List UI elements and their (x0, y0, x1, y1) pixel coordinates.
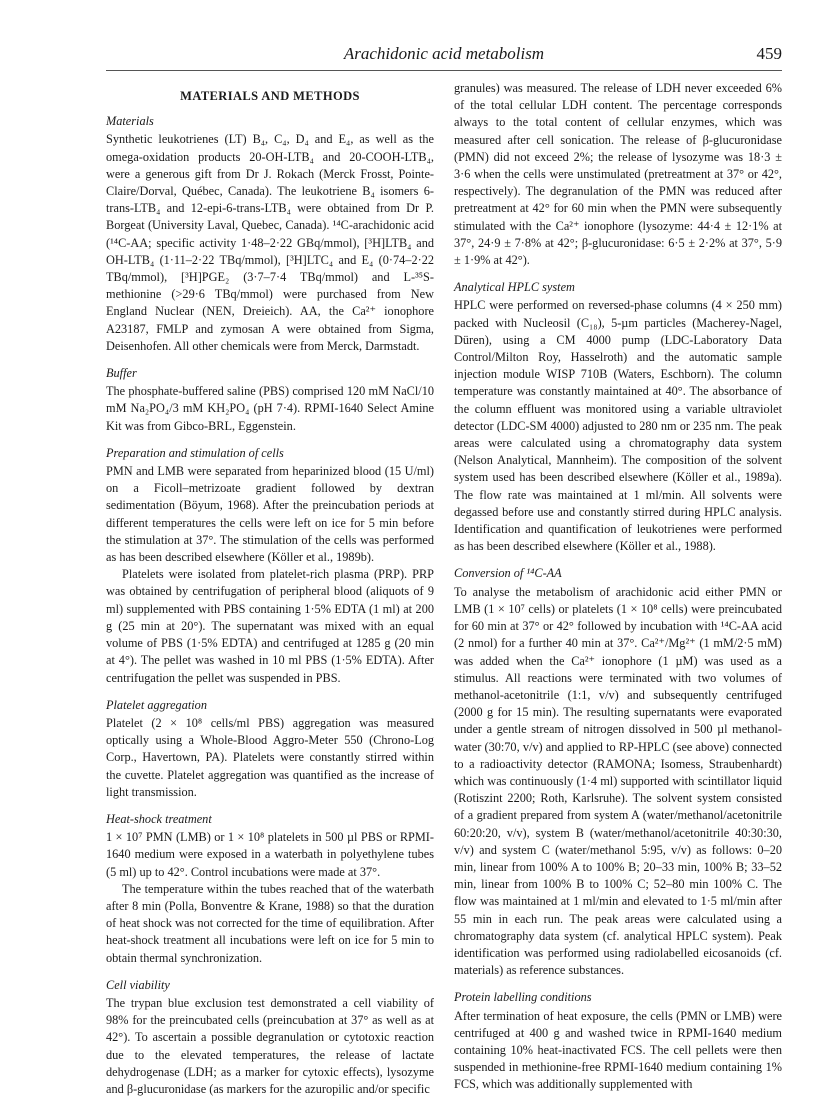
viability-paragraph-continued: granules) was measured. The release of LDH never exceeded 6% of the total cellular LDH content. The percentage corresponds always to the total content of cellular enzymes, which was measured after cell sonication. The release of β-glucuronidase (PMN) did not exceed 2%; the release of lysozyme was 18·3 ± 3·6 when the cells were unstimulated (pretreatment at 37° or 42°, respectively). The degranulation of the PMN was reduced after pretreatment at 42° for 60 min when the PMN were subsequently stimulated with the Ca²⁺ ionophore (lysozyme: 44·4 ± 12·1% at 37°, 24·9 ± 7·8% at 42°; β-glucuronidase: 6·5 ± 2·2% at 37°, 5·9 ± 1·9% at 42°). (454, 81, 782, 268)
conversion-heading: Conversion of ¹⁴C-AA (454, 566, 562, 581)
heatshock-paragraph-2: The temperature within the tubes reached that of the waterbath after 8 min (Polla, Bonventre & Krane, 1988) so that the duration of heat shock was not corrected for the time of equilibration. After heat-shock treatment all incubations were left on ice for 5 min to obtain thermal synchronization. (106, 881, 434, 965)
preparation-paragraph-2: Platelets were isolated from platelet-rich plasma (PRP). PRP was obtained by centrifugation of peripheral blood (aliquots of 9 ml) supplemented with PBS containing 1·5% EDTA (1 ml) at 200 g (25 min at 20°). The supernatant was mixed with an equal volume of PBS (1·5% EDTA) and centrifuged at 1285 g (20 min at 4°). The pellet was washed in 10 ml PBS (1·5% EDTA). After centrifugation the pellet was suspended in PBS. (106, 567, 434, 685)
preparation-paragraph-1: PMN and LMB were separated from heparinized blood (15 U/ml) on a Ficoll–metrizoate gradient followed by dextran sedimentation (Böyum, 1968). After the preincubation periods at different temperatures the cells were left on ice for 5 min before the stimulation at 37°. The stimulation of the cells was performed as has been described elsewhere (Köller et al., 1989b). (106, 464, 434, 565)
page-number: 459 (756, 44, 782, 63)
page-header (106, 44, 782, 71)
left-column (106, 80, 434, 1098)
materials-paragraph: Synthetic leukotrienes (LT) B₄, C₄, D₄ and E₄, as well as the omega-oxidation products 20-OH-LTB₄ and 20-COOH-LTB₄, were a generous gift from Dr J. Rokach (Merck Frosst, Pointe-Claire/Dorval, Québec, Canada). The leukotriene B₄ isomers 6-trans-LTB₄ and 12-epi-6-trans-LTB₄ were obtained from Dr P. Borgeat (University Laval, Quebec, Canada). ¹⁴C-arachidonic acid (¹⁴C-AA; specific activity 1·48–2·22 GBq/mmol), [³H]LTB₄ and OH-LTB₄ (1·11–2·22 TBq/mmol), [³H]LTC₄ and E₄ (0·74–2·22 TBq/mmol), [³H]PGE₂ (3·7–7·4 TBq/mmol) and L-³⁵S-methionine (>29·6 TBq/mmol) were purchased from New England Nuclear (NEN, Dreieich). AA, the Ca²⁺ ionophore A23187, FMLP and zymosan A were obtained from Sigma, Deisenhofen. All other chemicals were from Merck, Darmstadt. (106, 132, 434, 353)
hplc-paragraph: HPLC were performed on reversed-phase columns (4 × 250 mm) packed with Nucleosil (C₁₈), 5-µm particles (Macherey-Nagel, Düren), using a CM 4000 pump (LDC-Laboratory Data Control/Milton Roy, Hasselroth) and the automatic sample injection module WISP 710B (Waters, Eschborn). The column temperature was constantly maintained at 40°. The absorbance of the column effluent was monitored using a variable ultraviolet detector (LDC-SM 4000) adjusted to 280 nm or 235 nm. The peak areas were calculated using a chromatography data system (Nelson Analytical, Mannheim). The composition of the solvent system used has been described elsewhere (Köller et al., 1989a). The flow rate was maintained at 1 ml/min. All solvents were degassed before use and constantly stirred during HPLC analysis. Identification and quantification of leukotrienes were performed as has been described elsewhere (Köller et al., 1988). (454, 298, 782, 554)
heatshock-paragraph-1: 1 × 10⁷ PMN (LMB) or 1 × 10⁸ platelets in 500 µl PBS or RPMI-1640 medium were exposed in a waterbath in polyethylene tubes (5 ml) up to 42°. Control incubations were made at 37°. (106, 830, 434, 879)
preparation-heading: Preparation and stimulation of cells (106, 445, 284, 460)
viability-heading: Cell viability (106, 977, 170, 992)
conversion-paragraph: To analyse the metabolism of arachidonic acid either PMN or LMB (1 × 10⁷ cells) or platelets (1 × 10⁸ cells) were preincubated for 60 min at 37° or 42° followed by incubation with ¹⁴C-AA acid (2 nmol) for a further 40 min at 37°. Ca²⁺/Mg²⁺ (1 mM/2·5 mM) was added when the Ca²⁺ ionophore (1 µM) was used as a stimulus. All reactions were terminated with two volumes of methanol-acetonitrile (1:1, v/v) and subsequently centrifuged (2000 g for 15 min). The resulting supernatants were evaporated under a gentle stream of nitrogen dissolved in 500 µl methanol-water (30:70, v/v) and applied to RP-HPLC (see above) connected to a radioactivity detector (RAMONA; Isomess, Straubenhardt) which was continuously (1·4 ml) supported with scintillator liquid (Rotiszint 2200; Roth, Karlsruhe). The solvent system consisted of a gradient prepared from system A (water/methanol/acetonitrile 60:20:20, v/v), system B (water/methanol/acetonitrile 40:30:30, v/v) and system C (water/methanol 5:95, v/v) as follows: 0–20 min, linear from 100% A to 100% B; 20–33 min, 100% B; 33–52 min, linear from 100% B to 100% C; 52–80 min 100% C. The flow was maintained at 1 ml/min and elevated to 1·5 ml/min after 55 min in each run. The peak areas were calculated using a chromatography data system (cf. analytical HPLC system). Peak identification was performed using radiolabelled eicosanoids (cf. materials) as reference substances. (454, 584, 782, 978)
heatshock-heading: Heat-shock treatment (106, 811, 212, 826)
buffer-heading: Buffer (106, 366, 137, 381)
protein-heading: Protein labelling conditions (454, 990, 592, 1005)
right-column (454, 80, 782, 1094)
aggregation-paragraph: Platelet (2 × 10⁸ cells/ml PBS) aggregation was measured optically using a Whole-Blood Aggro-Meter 550 (Chrono-Log Corp., Havertown, PA). Platelets were constantly stirred within the cuvette. Platelet aggregation was quantified as the increase of light transmission. (106, 715, 434, 799)
viability-paragraph: The trypan blue exclusion test demonstrated a cell viability of 98% for the preincubated cells (preincubation at 37° as well as at 42°). To ascertain a possible degranulation or cytotoxic reaction due to the elevated temperatures, the release of lactate dehydrogenase (LDH; as a marker for cytoxic effects), lysozyme and β-glucuronidase (as markers for the azuropilic and/or specific (106, 995, 434, 1096)
section-title: MATERIALS AND METHODS (180, 89, 360, 103)
materials-heading: Materials (106, 114, 154, 129)
buffer-paragraph: The phosphate-buffered saline (PBS) comprised 120 mM NaCl/10 mM Na₂PO₄/3 mM KH₂PO₄ (pH 7·4). RPMI-1640 Select Amine Kit was from Gibco-BRL, Eggenstein. (106, 384, 434, 433)
hplc-heading: Analytical HPLC system (454, 280, 575, 295)
protein-paragraph: After termination of heat exposure, the cells (PMN or LMB) were centrifuged at 400 g and washed twice in RPMI-1640 medium containing 10% heat-inactivated FCS. The cell pellets were then suspended in methionine-free RPMI-1640 medium containing 1% FCS, which was additionally supplemented with (454, 1008, 782, 1092)
aggregation-heading: Platelet aggregation (106, 697, 207, 712)
running-title: Arachidonic acid metabolism (343, 44, 545, 63)
